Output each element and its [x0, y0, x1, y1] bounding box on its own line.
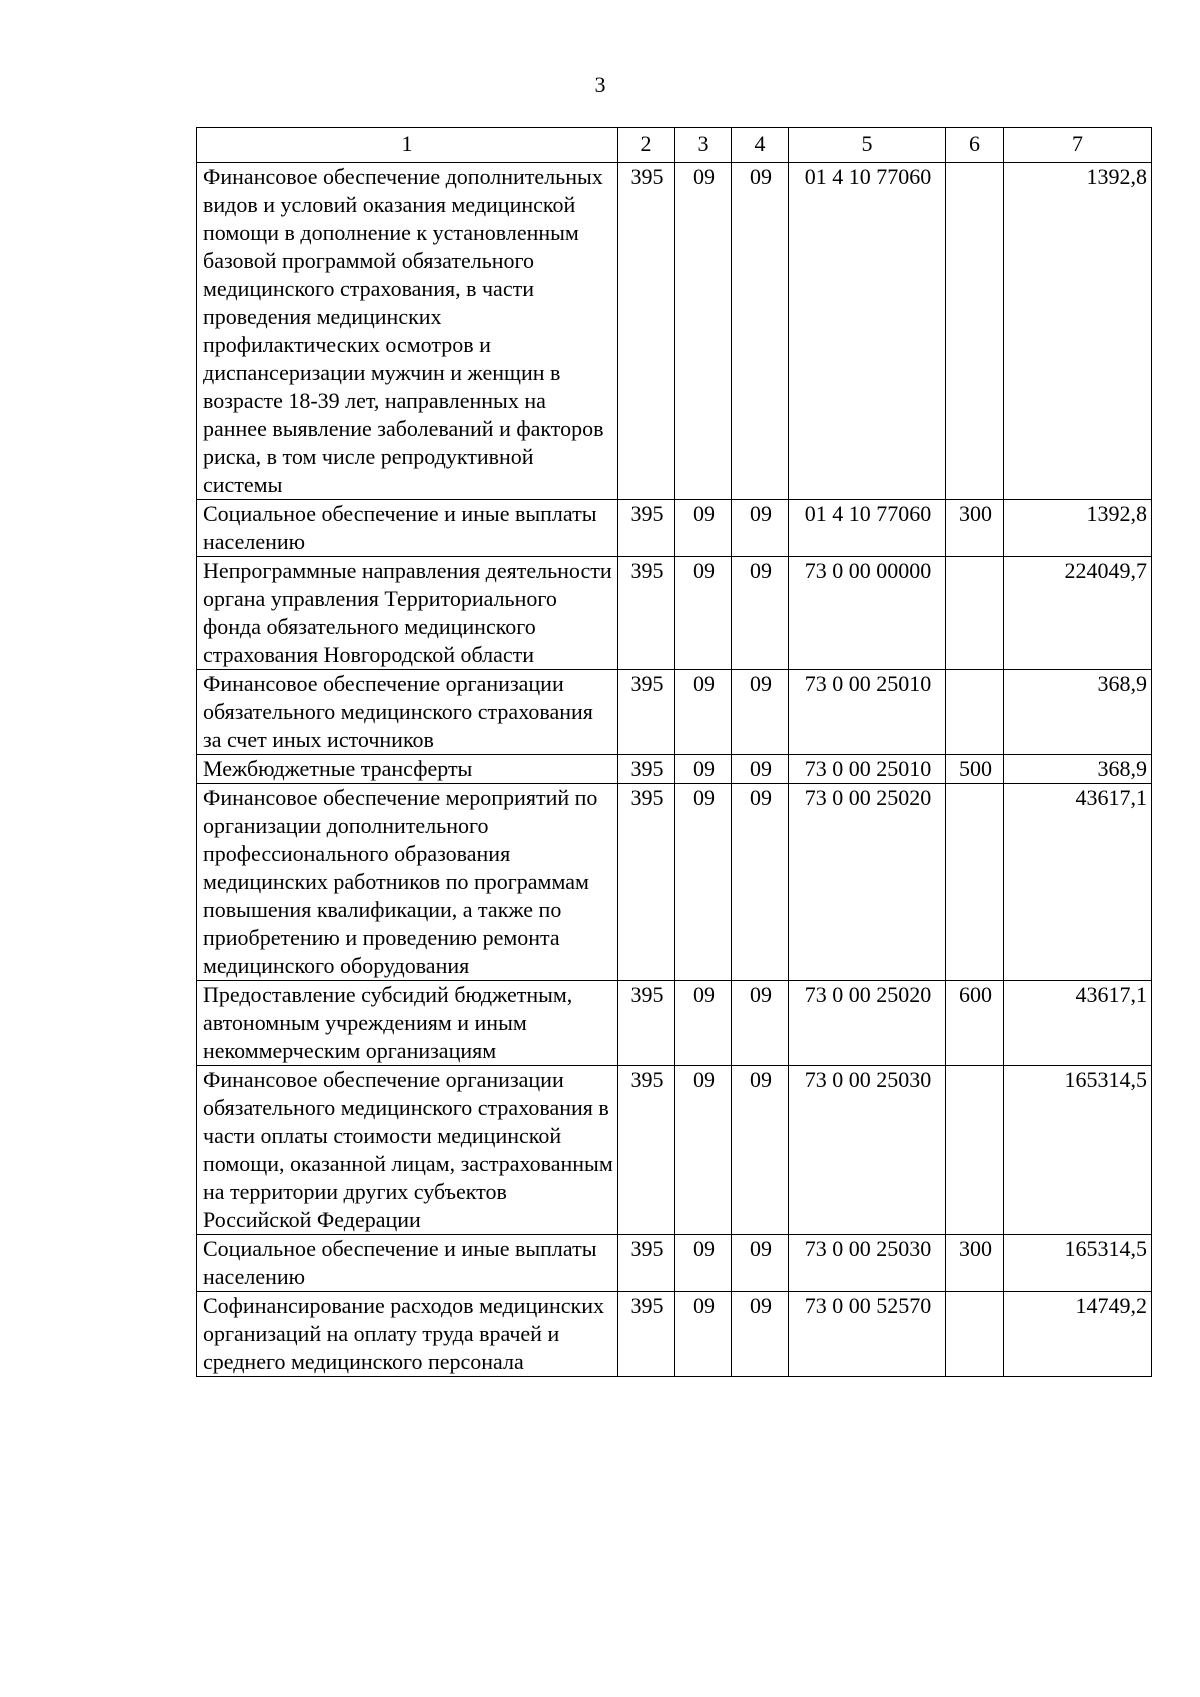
expense-type-cell [946, 557, 1004, 670]
target-article-cell: 73 0 00 25030 [789, 1066, 946, 1235]
amount-cell: 1392,8 [1004, 163, 1152, 500]
budget-table [196, 127, 1152, 1377]
subsection-code-cell: 09 [732, 557, 789, 670]
ministry-code-cell: 395 [618, 1235, 675, 1292]
subsection-code-cell: 09 [732, 981, 789, 1066]
column-header: 5 [789, 128, 946, 163]
target-article-cell: 01 4 10 77060 [789, 163, 946, 500]
column-header: 3 [675, 128, 732, 163]
section-code-cell: 09 [675, 784, 732, 981]
column-header: 1 [197, 128, 618, 163]
ministry-code-cell: 395 [618, 1066, 675, 1235]
expense-name-cell: Межбюджетные трансферты [197, 755, 618, 784]
amount-cell: 43617,1 [1004, 981, 1152, 1066]
table-row [197, 1292, 1152, 1377]
section-code-cell: 09 [675, 670, 732, 755]
expense-type-cell: 600 [946, 981, 1004, 1066]
amount-cell: 368,9 [1004, 755, 1152, 784]
subsection-code-cell: 09 [732, 784, 789, 981]
column-header: 7 [1004, 128, 1152, 163]
expense-name-cell: Социальное обеспечение и иные выплаты населению [197, 1235, 618, 1292]
ministry-code-cell: 395 [618, 557, 675, 670]
subsection-code-cell: 09 [732, 670, 789, 755]
table-row [197, 163, 1152, 500]
section-code-cell: 09 [675, 1235, 732, 1292]
target-article-cell: 73 0 00 25010 [789, 670, 946, 755]
expense-type-cell [946, 1066, 1004, 1235]
section-code-cell: 09 [675, 755, 732, 784]
section-code-cell: 09 [675, 1292, 732, 1377]
subsection-code-cell: 09 [732, 755, 789, 784]
ministry-code-cell: 395 [618, 500, 675, 557]
expense-type-cell: 500 [946, 755, 1004, 784]
target-article-cell: 01 4 10 77060 [789, 500, 946, 557]
target-article-cell: 73 0 00 25030 [789, 1235, 946, 1292]
section-code-cell: 09 [675, 557, 732, 670]
ministry-code-cell: 395 [618, 981, 675, 1066]
amount-cell: 165314,5 [1004, 1235, 1152, 1292]
table-row [197, 1235, 1152, 1292]
table-row [197, 1066, 1152, 1235]
section-code-cell: 09 [675, 163, 732, 500]
expense-name-cell: Финансовое обеспечение мероприятий по организации дополнительного профессионального образования медицинских работников по программам повышения квалификации, а также по приобретению и проведению ремонта медицинского оборудования [197, 784, 618, 981]
section-code-cell: 09 [675, 981, 732, 1066]
expense-type-cell [946, 784, 1004, 981]
subsection-code-cell: 09 [732, 500, 789, 557]
expense-name-cell: Финансовое обеспечение дополнительных видов и условий оказания медицинской помощи в дополнение к установленным базовой программой обязательного медицинского страхования, в части проведения медицинских профилактических осмотров и диспансеризации мужчин и женщин в возрасте 18-39 лет, направленных на раннее выявление заболеваний и факторов риска, в том числе репродуктивной системы [197, 163, 618, 500]
table-header-row [197, 128, 1152, 163]
amount-cell: 165314,5 [1004, 1066, 1152, 1235]
expense-name-cell: Социальное обеспечение и иные выплаты населению [197, 500, 618, 557]
amount-cell: 224049,7 [1004, 557, 1152, 670]
subsection-code-cell: 09 [732, 163, 789, 500]
amount-cell: 14749,2 [1004, 1292, 1152, 1377]
expense-name-cell: Финансовое обеспечение организации обязательного медицинского страхования за счет иных источников [197, 670, 618, 755]
expense-name-cell: Предоставление субсидий бюджетным, автономным учреждениям и иным некоммерческим организациям [197, 981, 618, 1066]
ministry-code-cell: 395 [618, 670, 675, 755]
expense-type-cell [946, 163, 1004, 500]
expense-type-cell [946, 670, 1004, 755]
column-header: 6 [946, 128, 1004, 163]
page-number: 3 [594, 72, 606, 97]
subsection-code-cell: 09 [732, 1066, 789, 1235]
table-row [197, 557, 1152, 670]
ministry-code-cell: 395 [618, 1292, 675, 1377]
column-header: 4 [732, 128, 789, 163]
target-article-cell: 73 0 00 25020 [789, 981, 946, 1066]
table-row [197, 755, 1152, 784]
target-article-cell: 73 0 00 52570 [789, 1292, 946, 1377]
section-code-cell: 09 [675, 1066, 732, 1235]
ministry-code-cell: 395 [618, 755, 675, 784]
expense-type-cell: 300 [946, 1235, 1004, 1292]
table-row [197, 500, 1152, 557]
expense-type-cell [946, 1292, 1004, 1377]
subsection-code-cell: 09 [732, 1292, 789, 1377]
expense-name-cell: Софинансирование расходов медицинских организаций на оплату труда врачей и среднего медицинского персонала [197, 1292, 618, 1377]
ministry-code-cell: 395 [618, 784, 675, 981]
section-code-cell: 09 [675, 500, 732, 557]
expense-name-cell: Финансовое обеспечение организации обязательного медицинского страхования в части оплаты стоимости медицинской помощи, оказанной лицам, застрахованным на территории других субъектов Российской Федерации [197, 1066, 618, 1235]
amount-cell: 43617,1 [1004, 784, 1152, 981]
expense-name-cell: Непрограммные направления деятельности органа управления Территориального фонда обязательного медицинского страхования Новгородской области [197, 557, 618, 670]
target-article-cell: 73 0 00 00000 [789, 557, 946, 670]
subsection-code-cell: 09 [732, 1235, 789, 1292]
target-article-cell: 73 0 00 25010 [789, 755, 946, 784]
column-header: 2 [618, 128, 675, 163]
amount-cell: 1392,8 [1004, 500, 1152, 557]
ministry-code-cell: 395 [618, 163, 675, 500]
expense-type-cell: 300 [946, 500, 1004, 557]
target-article-cell: 73 0 00 25020 [789, 784, 946, 981]
table-row [197, 981, 1152, 1066]
table-row [197, 670, 1152, 755]
amount-cell: 368,9 [1004, 670, 1152, 755]
table-row [197, 784, 1152, 981]
